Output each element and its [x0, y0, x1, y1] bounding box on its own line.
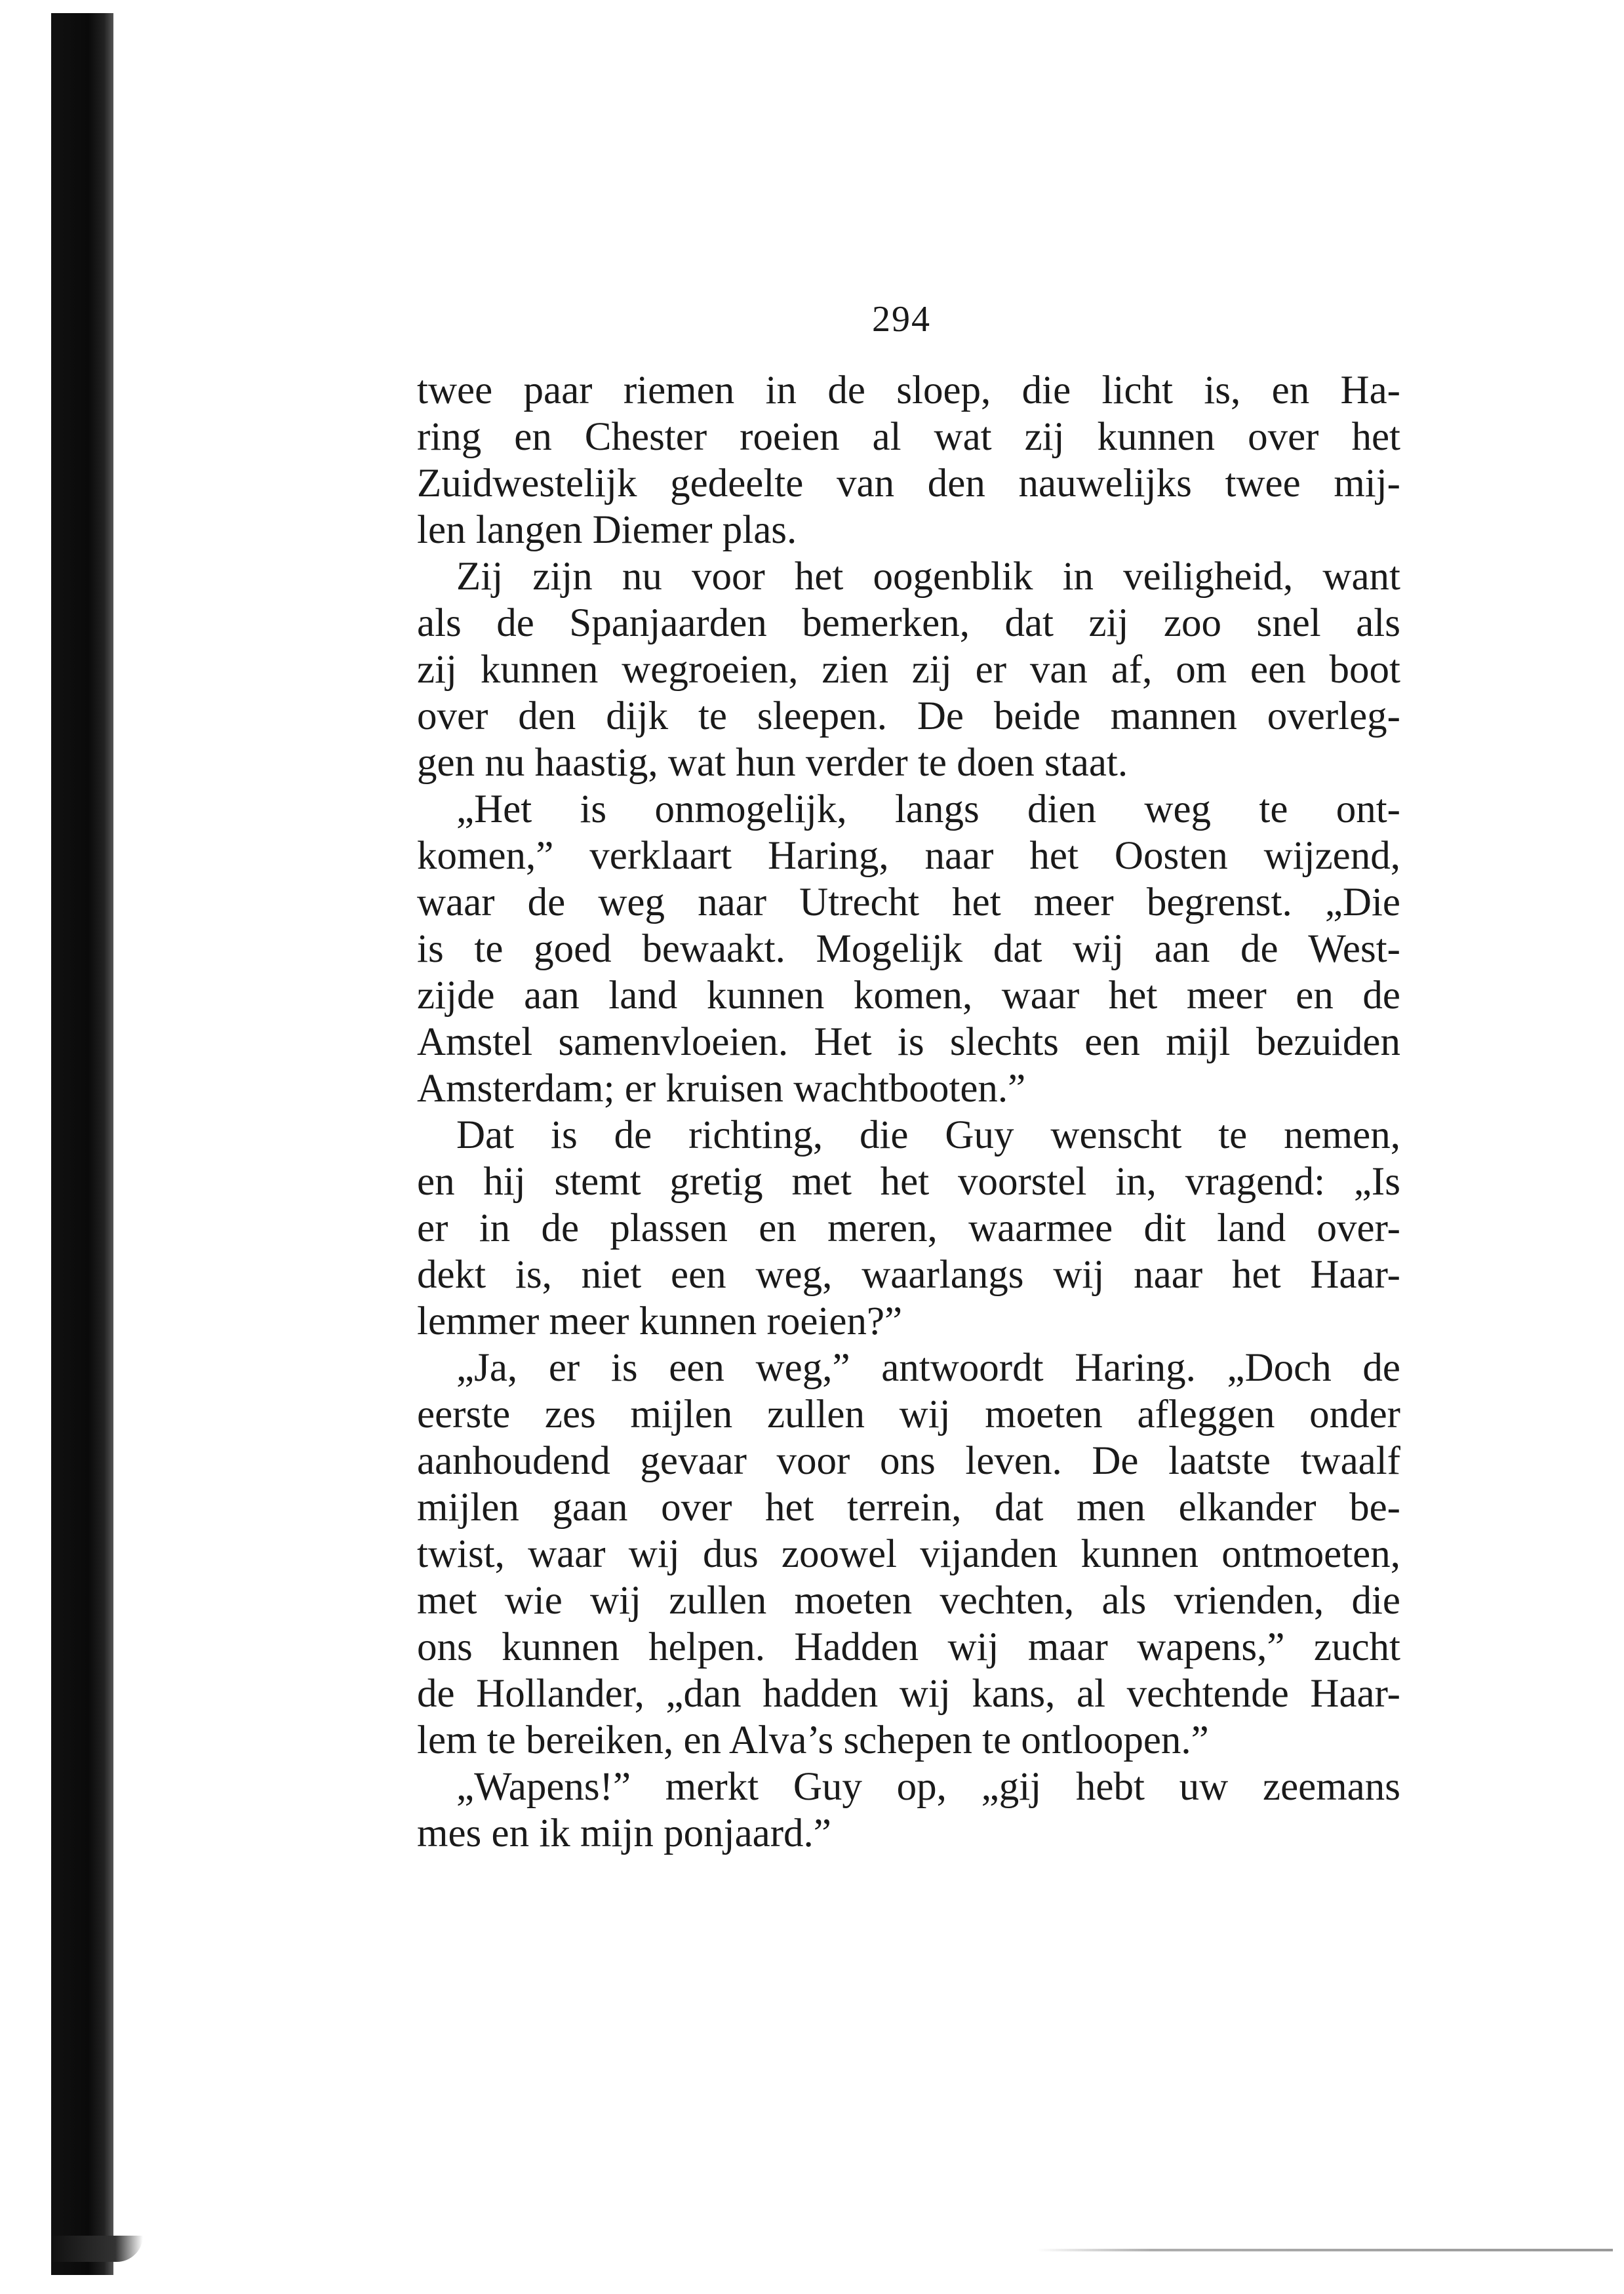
body-text [417, 367, 1400, 1857]
text-line: ons kunnen helpen. Hadden wij maar wapens,” zucht [417, 1625, 1400, 1669]
scan-bottom-edge [1036, 2249, 1613, 2251]
paragraph-3 [417, 786, 1400, 1112]
text-line: mijlen gaan over het terrein, dat men elkander be- [417, 1486, 1400, 1530]
paragraph-1 [417, 367, 1400, 553]
text-line: Zuidwestelijk gedeelte van den nauwelijks twee mij- [417, 462, 1400, 505]
text-line: Dat is de richting, die Guy wenscht te nemen, [456, 1113, 1400, 1157]
text-line: dekt is, niet een weg, waarlangs wij naar het Haar- [417, 1253, 1400, 1297]
text-line: de Hollander, „dan hadden wij kans, al vechtende Haar- [417, 1672, 1400, 1716]
text-line: twee paar riemen in de sloep, die licht is, en Ha- [417, 368, 1400, 412]
text-line: twist, waar wij dus zoowel vijanden kunnen ontmoeten, [417, 1532, 1400, 1576]
scanned-binding-edge [51, 13, 113, 2275]
paragraph-5 [417, 1345, 1400, 1764]
text-line: gen nu haastig, wat hun verder te doen staat. [417, 741, 1128, 785]
text-line: „Ja, er is een weg,” antwoordt Haring. „Doch de [456, 1346, 1400, 1390]
text-line: als de Spanjaarden bemerken, dat zij zoo snel als [417, 601, 1400, 645]
text-line: Amsterdam; er kruisen wachtbooten.” [417, 1067, 1026, 1111]
text-line: mes en ik mijn ponjaard.” [417, 1811, 831, 1855]
text-line: lemmer meer kunnen roeien?” [417, 1299, 903, 1343]
text-line: is te goed bewaakt. Mogelijk dat wij aan de West- [417, 927, 1400, 971]
text-line: ring en Chester roeien al wat zij kunnen over het [417, 415, 1400, 459]
scanned-binding-edge-foot [51, 2236, 143, 2262]
text-line: zijde aan land kunnen komen, waar het meer en de [417, 974, 1400, 1018]
text-line: er in de plassen en meren, waarmee dit land over- [417, 1206, 1400, 1250]
text-line: Amstel samenvloeien. Het is slechts een mijl bezuiden [417, 1020, 1400, 1064]
text-line: met wie wij zullen moeten vechten, als vrienden, die [417, 1579, 1400, 1623]
text-line: waar de weg naar Utrecht het meer begrenst. „Die [417, 880, 1400, 924]
text-line: aanhoudend gevaar voor ons leven. De laatste twaalf [417, 1439, 1400, 1483]
text-line: lem te bereiken, en Alva’s schepen te ontloopen.” [417, 1718, 1209, 1762]
text-line: zij kunnen wegroeien, zien zij er van af, om een boot [417, 648, 1400, 692]
paragraph-2 [417, 553, 1400, 786]
text-line: len langen Diemer plas. [417, 508, 797, 552]
text-line: en hij stemt gretig met het voorstel in, vragend: „Is [417, 1160, 1400, 1204]
text-line: komen,” verklaart Haring, naar het Oosten wijzend, [417, 834, 1400, 878]
paragraph-4 [417, 1112, 1400, 1345]
page-number: 294 [872, 299, 931, 340]
paragraph-6 [417, 1764, 1400, 1857]
text-line: „Het is onmogelijk, langs dien weg te ont- [456, 787, 1400, 831]
text-line: „Wapens!” merkt Guy op, „gij hebt uw zeemans [456, 1765, 1400, 1809]
text-line: over den dijk te sleepen. De beide mannen overleg- [417, 694, 1400, 738]
text-line: eerste zes mijlen zullen wij moeten afleggen onder [417, 1393, 1400, 1436]
text-line: Zij zijn nu voor het oogenblik in veiligheid, want [456, 555, 1400, 599]
